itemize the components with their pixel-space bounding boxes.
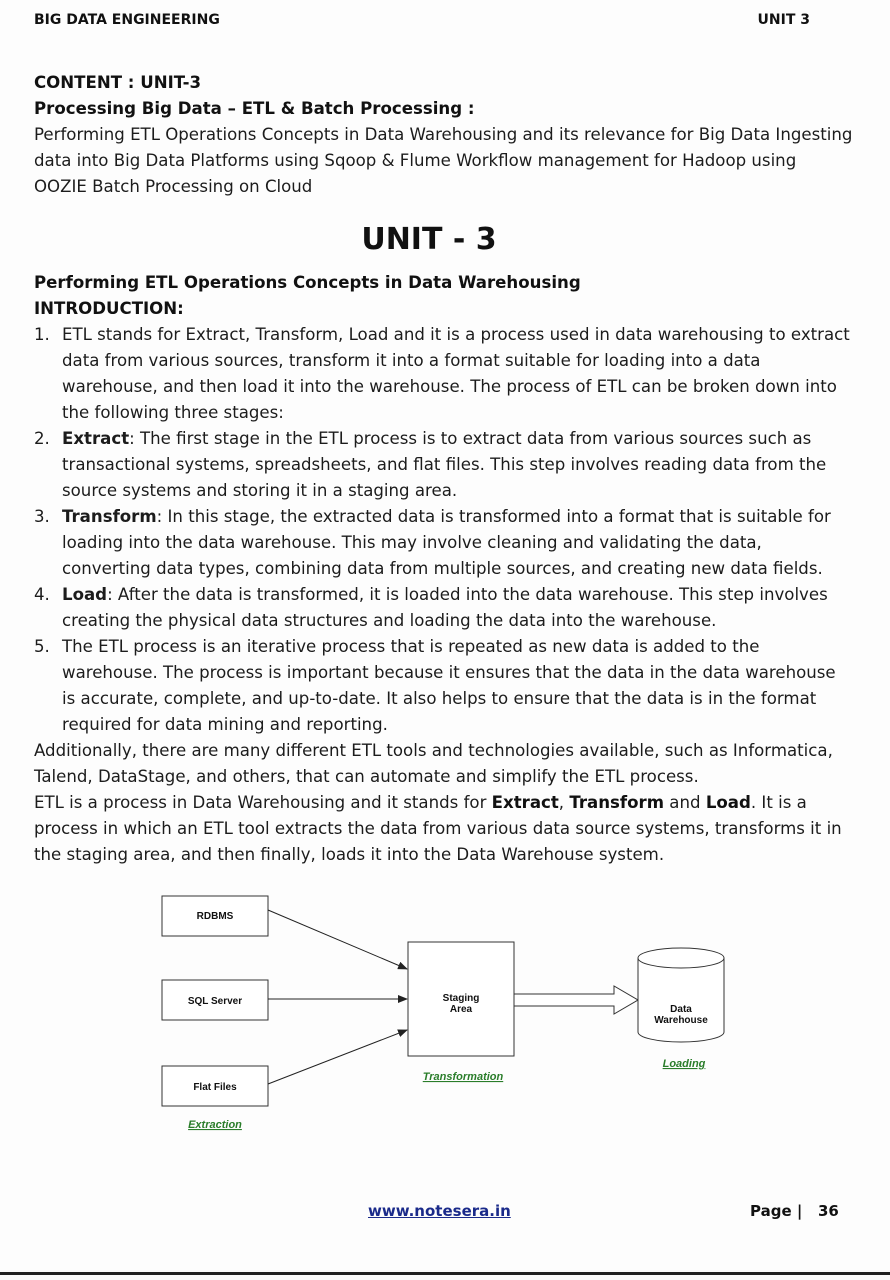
item-text: : In this stage, the extracted data is transformed into a format that is suitable for loading into the data warehouse. This may involve cleaning and validating the data, converting data types, combining data from multiple sources, and creating new data fields.: [62, 507, 831, 578]
item-label: Extract: [62, 429, 130, 448]
unit-title: UNIT - 3: [361, 222, 497, 257]
arrow-flatfiles-to-staging: [268, 1030, 407, 1084]
item-text: ETL stands for Extract, Transform, Load and it is a process used in data warehousing to extract data from various sources, transform it into a format suitable for loading into a data warehouse, and then load it into the warehouse. The process of ETL can be broken down into the following three stages:: [62, 325, 850, 422]
warehouse-label-1: Data: [670, 1004, 692, 1015]
item-number: 5.: [34, 637, 50, 656]
item-number: 4.: [34, 585, 50, 604]
label-transformation: Transformation: [422, 1071, 504, 1083]
etl-paragraph: [34, 790, 854, 868]
page-content: [34, 70, 854, 868]
warehouse-label-2: Warehouse: [654, 1015, 708, 1026]
content-subtitle: Processing Big Data – ETL & Batch Processing :: [34, 99, 475, 118]
section-heading: Performing ETL Operations Concepts in Data Warehousing: [34, 273, 581, 292]
staging-label-2: Area: [449, 1004, 473, 1015]
header-left: BIG DATA ENGINEERING: [34, 12, 220, 28]
list-item: [34, 322, 854, 426]
item-text: : The first stage in the ETL process is to extract data from various sources such as transactional systems, spreadsheets, and flat files. This step involves reading data from the source systems and storing it in a staging area.: [62, 429, 827, 500]
intro-heading: INTRODUCTION:: [34, 299, 184, 318]
list-item: [34, 504, 854, 582]
etl-bold-extract: Extract: [491, 793, 559, 812]
etl-text-2: . It is a process in which an ETL tool extracts the data from various data source systems, transforms it in the staging area, and then finally, loads it into the Data Warehouse system.: [34, 793, 842, 864]
etl-list: [34, 322, 854, 738]
etl-text-1: ETL is a process in Data Warehousing and it stands for: [34, 793, 492, 812]
staging-label-1: Staging: [442, 993, 480, 1004]
sql-server-label: SQL Server: [187, 996, 243, 1007]
content-label: CONTENT : UNIT-3: [34, 73, 202, 92]
item-label: Load: [62, 585, 108, 604]
etl-sep-1: ,: [558, 793, 570, 812]
item-text: : After the data is transformed, it is loaded into the data warehouse. This step involves creating the physical data structures and loading the data into the warehouse.: [62, 585, 828, 630]
arrow-rdbms-to-staging: [268, 910, 407, 969]
label-loading: Loading: [662, 1058, 706, 1070]
data-warehouse-top: [638, 948, 724, 968]
label-extraction: Extraction: [188, 1119, 242, 1131]
etl-sep-2: and: [664, 793, 706, 812]
arrow-staging-to-warehouse: [514, 986, 638, 1014]
page-value: 36: [818, 1202, 839, 1220]
page-bottom-border: [0, 1272, 890, 1275]
list-item: [34, 582, 854, 634]
content-topics: Performing ETL Operations Concepts in Data Warehousing and its relevance for Big Data Ingesting data into Big Data Platforms using Sqoop & Flume Workflow management for Hadoop using OOZIE Batch Processing on Cloud: [34, 125, 853, 196]
footer-website-link[interactable]: www.notesera.in: [368, 1202, 511, 1220]
rdbms-label: RDBMS: [196, 911, 234, 922]
item-label: Transform: [62, 507, 157, 526]
etl-bold-transform: Transform: [569, 793, 665, 812]
header-right: UNIT 3: [757, 12, 810, 28]
item-number: 2.: [34, 429, 50, 448]
list-item: [34, 426, 854, 504]
flat-files-label: Flat Files: [193, 1082, 237, 1093]
item-number: 1.: [34, 325, 50, 344]
item-text: The ETL process is an iterative process that is repeated as new data is added to the warehouse. The process is important because it ensures that the data in the data warehouse is accurate, complete, and up-to-date. It also helps to ensure that the data is in the format required for data mining and reporting.: [62, 637, 836, 734]
etl-diagram: [150, 888, 750, 1148]
list-item: [34, 634, 854, 738]
additional-paragraph: Additionally, there are many different ETL tools and technologies available, such as Informatica, Talend, DataStage, and others, that can automate and simplify the ETL process.: [34, 741, 833, 786]
item-number: 3.: [34, 507, 50, 526]
data-warehouse-cylinder: [638, 958, 724, 1042]
etl-bold-load: Load: [705, 793, 751, 812]
page-label: Page |: [750, 1202, 803, 1220]
page-number: [750, 1202, 839, 1220]
